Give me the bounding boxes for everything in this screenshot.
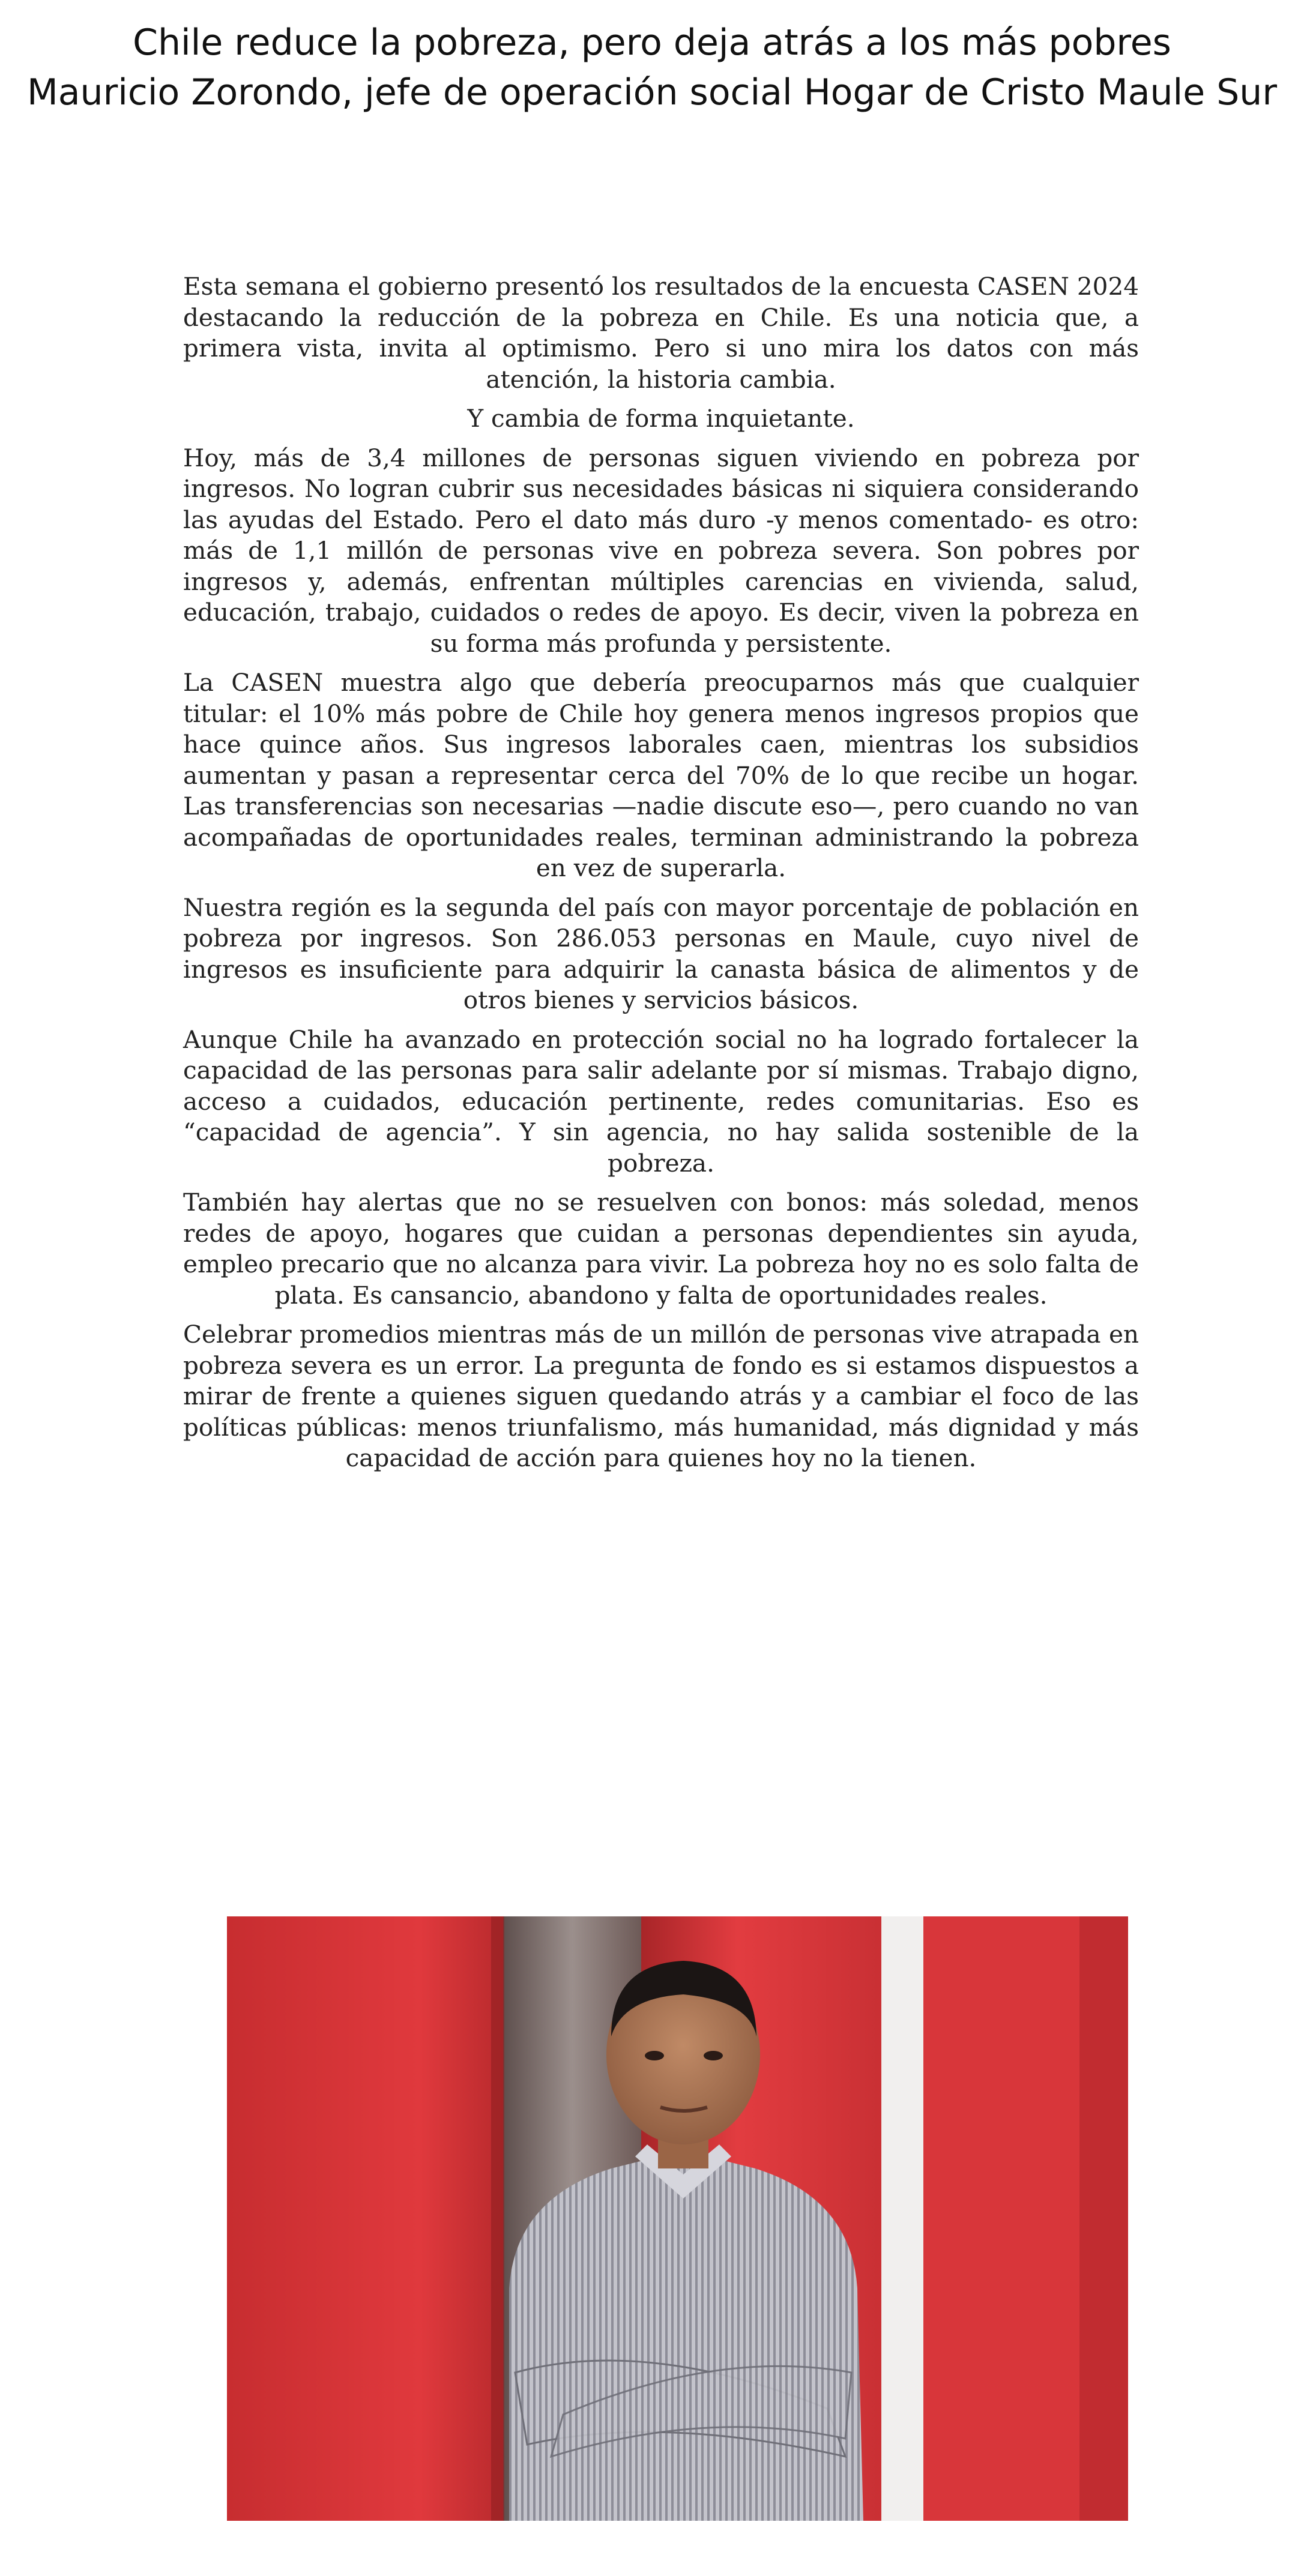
- article-paragraph: Celebrar promedios mientras más de un millón de personas vive atrapada en pobreza severa es un error. La pregunta de fondo es si estamos dispuestos a mirar de frente a quienes siguen quedando atrás y a cambiar el foco de las políticas públicas: menos triunfalismo, más humanidad, más dignidad y más capacidad de acción para quienes hoy no la tienen.: [183, 1320, 1139, 1472]
- author-portrait-illustration: [227, 1916, 1128, 2521]
- article-title: Chile reduce la pobreza, pero deja atrás a los más pobres: [133, 22, 1171, 64]
- article-paragraph: Hoy, más de 3,4 millones de personas siguen viviendo en pobreza por ingresos. No logran cubrir sus necesidades básicas ni siquiera considerando las ayudas del Estado. Pero el dato más duro -y menos comentado- es otro: más de 1,1 millón de personas vive en pobreza severa. Son pobres por ingresos y, además, enfrentan múltiples carencias en vivienda, salud, educación, trabajo, cuidados o redes de apoyo. Es decir, viven la pobreza en su forma más profunda y persistente.: [183, 443, 1139, 658]
- article-paragraph: Esta semana el gobierno presentó los resultados de la encuesta CASEN 2024 destacando la reducción de la pobreza en Chile. Es una noticia que, a primera vista, invita al optimismo. Pero si uno mira los datos con más atención, la historia cambia.: [183, 272, 1139, 394]
- article-paragraph: La CASEN muestra algo que debería preocuparnos más que cualquier titular: el 10% más pobre de Chile hoy genera menos ingresos propios que hace quince años. Sus ingresos laborales caen, mientras los subsidios aumentan y pasan a representar cerca del 70% de lo que recibe un hogar. Las transferencias son necesarias —nadie discute eso—, pero cuando no van acompañadas de oportunidades reales, terminan administrando la pobreza en vez de superarla.: [183, 668, 1139, 882]
- article-paragraph: Y cambia de forma inquietante.: [467, 404, 855, 433]
- article-byline: Mauricio Zorondo, jefe de operación social Hogar de Cristo Maule Sur: [27, 71, 1277, 113]
- article-body: [183, 271, 1139, 1482]
- article-header: [0, 18, 1304, 118]
- article-paragraph: Nuestra región es la segunda del país con mayor porcentaje de población en pobreza por ingresos. Son 286.053 personas en Maule, cuyo nivel de ingresos es insuficiente para adquirir la canasta básica de alimentos y de otros bienes y servicios básicos.: [183, 892, 1139, 1014]
- author-photo: [227, 1916, 1128, 2521]
- article-paragraph: También hay alertas que no se resuelven con bonos: más soledad, menos redes de apoyo, hogares que cuidan a personas dependientes sin ayuda, empleo precario que no alcanza para vivir. La pobreza hoy no es solo falta de plata. Es cansancio, abandono y falta de oportunidades reales.: [183, 1188, 1139, 1310]
- article-paragraph: Aunque Chile ha avanzado en protección social no ha logrado fortalecer la capacidad de las personas para salir adelante por sí mismas. Trabajo digno, acceso a cuidados, educación pertinente, redes comunitarias. Eso es “capacidad de agencia”. Y sin agencia, no hay salida sostenible de la pobreza.: [183, 1025, 1139, 1178]
